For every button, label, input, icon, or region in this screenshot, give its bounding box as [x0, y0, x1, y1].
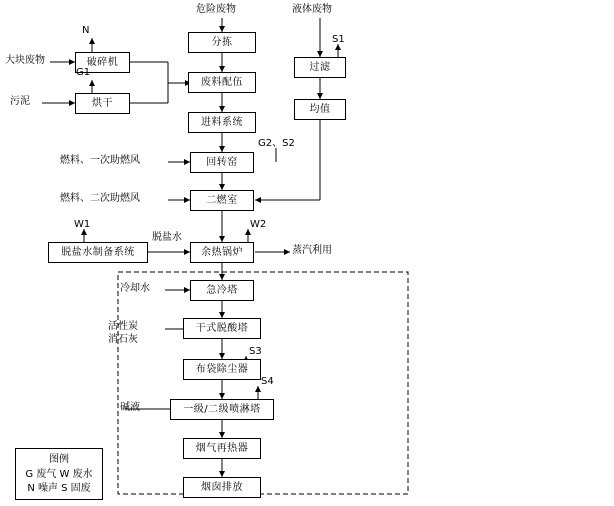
stream-label-g1: G1 — [76, 67, 91, 78]
stream-label-g2s2: G2、S2 — [258, 138, 295, 149]
label-fuel-secondary-air: 燃料、二次助燃风 — [60, 193, 140, 204]
stream-label-w1: W1 — [74, 219, 91, 230]
node-dryer[interactable]: 烘干 — [75, 93, 130, 114]
stream-label-w2: W2 — [250, 219, 267, 230]
node-dry-deacid-tower[interactable]: 干式脱酸塔 — [183, 318, 261, 339]
node-feeding-system[interactable]: 进料系统 — [188, 112, 256, 133]
node-sorting[interactable]: 分拣 — [188, 32, 256, 53]
node-hazardous-waste-label: 危险废物 — [196, 4, 236, 15]
node-waste-heat-boiler[interactable]: 余热锅炉 — [190, 242, 254, 263]
node-stack[interactable]: 烟囱排放 — [183, 477, 261, 498]
node-crusher[interactable]: 破碎机 — [75, 52, 130, 73]
node-homogenization[interactable]: 均值 — [294, 99, 346, 120]
label-fuel-primary-air: 燃料、一次助燃风 — [60, 155, 140, 166]
node-spray-tower[interactable]: 一级/二级喷淋塔 — [170, 399, 274, 420]
label-alkali-liquid: 碱液 — [120, 402, 140, 413]
stream-label-n: N — [82, 25, 90, 36]
node-quench-tower[interactable]: 急冷塔 — [190, 280, 254, 301]
legend-line-2: N 噪声 S 固废 — [27, 483, 91, 494]
label-liquid-waste: 液体废物 — [292, 4, 332, 15]
node-flue-gas-reheater[interactable]: 烟气再热器 — [183, 438, 261, 459]
node-filtration[interactable]: 过滤 — [294, 57, 346, 78]
node-rotary-kiln[interactable]: 回转窑 — [190, 152, 254, 173]
stream-label-s1: S1 — [332, 34, 345, 45]
node-desalted-water-system[interactable]: 脱盐水制备系统 — [48, 242, 148, 263]
legend-title: 图例 — [49, 454, 69, 465]
node-waste-blending[interactable]: 废料配伍 — [188, 72, 256, 93]
legend-line-1: G 废气 W 废水 — [25, 468, 93, 480]
stream-label-s3: S3 — [249, 346, 262, 357]
label-activated-carbon-lime: 活性炭 消石灰 — [108, 321, 138, 345]
label-cooling-water: 冷却水 — [120, 283, 150, 294]
label-desalted-water: 脱盐水 — [152, 232, 182, 243]
stream-label-s4: S4 — [261, 376, 274, 387]
label-bulk-waste: 大块废物 — [5, 55, 45, 66]
label-sludge: 污泥 — [10, 96, 30, 107]
legend-box — [15, 448, 103, 500]
label-steam-reuse: 蒸汽利用 — [292, 245, 332, 256]
node-bag-filter[interactable]: 布袋除尘器 — [183, 359, 261, 380]
node-second-chamber[interactable]: 二燃室 — [190, 190, 254, 211]
